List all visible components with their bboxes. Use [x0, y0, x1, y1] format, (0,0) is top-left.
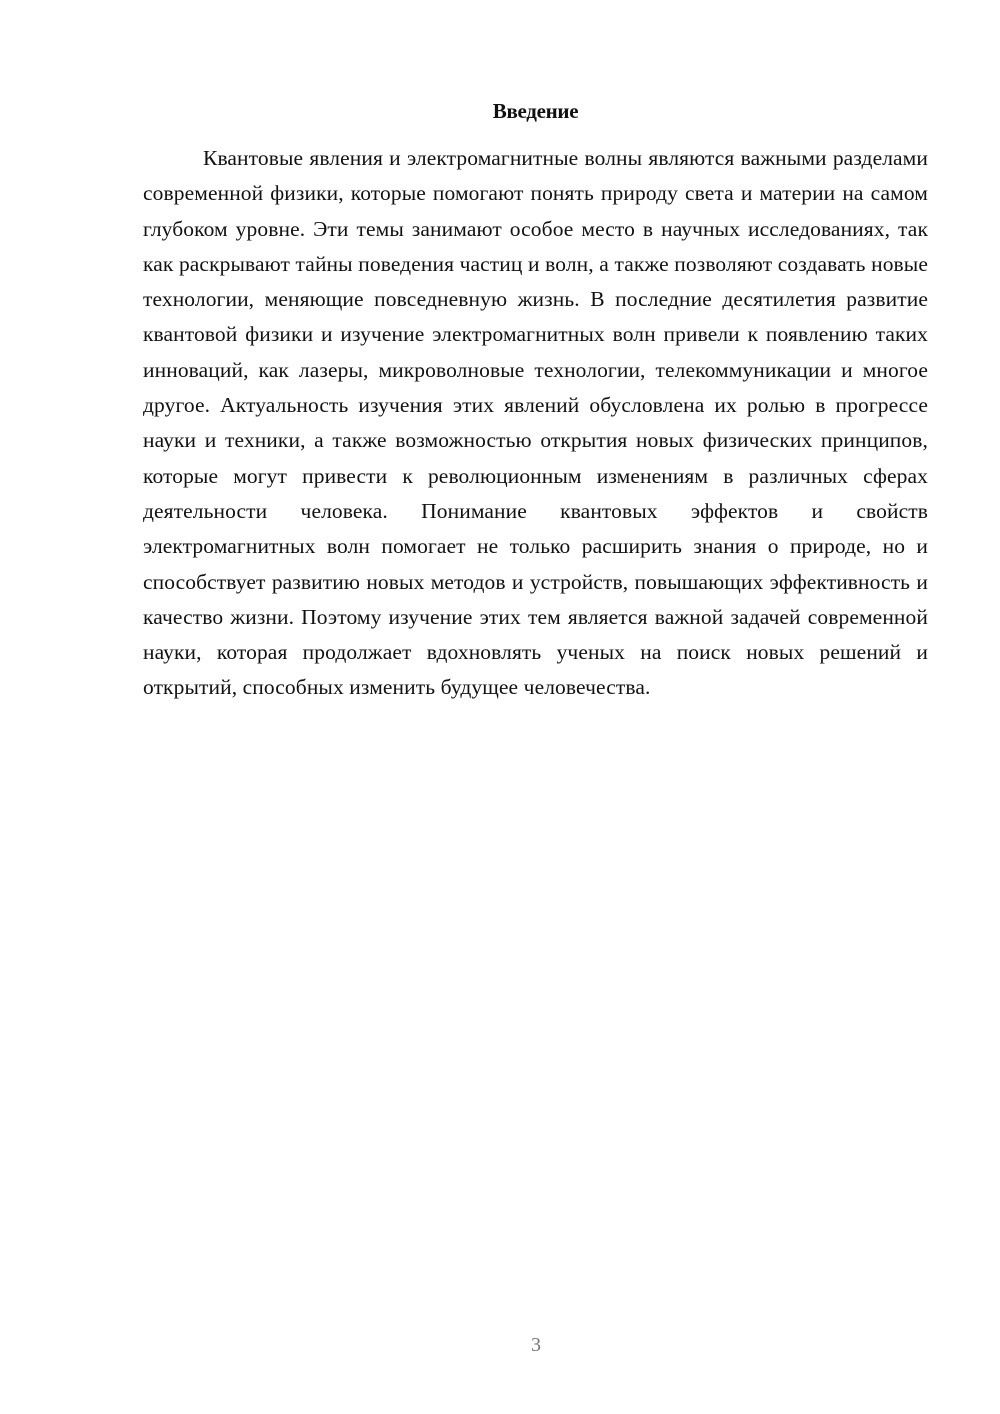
- page-number: 3: [531, 1334, 541, 1356]
- section-heading: Введение: [492, 99, 579, 123]
- body-paragraph: Квантовые явления и электромагнитные волны являются важными разделами современной физики, которые помогают понять природу света и материи на самом глубоком уровне. Эти темы занимают особое место в научных исследованиях, так как раскрывают тайны поведения частиц и волн, а также позволяют создавать новые технологии, меняющие повседневную жизнь. В последние десятилетия развитие квантовой физики и изучение электромагнитных волн привели к появлению таких инноваций, как лазеры, микроволновые технологии, телекоммуникации и многое другое. Актуальность изучения этих явлений обусловлена их ролью в прогрессе науки и техники, а также возможностью открытия новых физических принципов, которые могут привести к революционным изменениям в различных сферах деятельности человека. Понимание квантовых эффектов и свойств электромагнитных волн помогает не только расширить знания о природе, но и способствует развитию новых методов и устройств, повышающих эффективность и качество жизни. Поэтому изучение этих тем является важной задачей современной науки, которая продолжает вдохновлять ученых на поиск новых решений и открытий, способных изменить будущее человечества.: [143, 146, 928, 700]
